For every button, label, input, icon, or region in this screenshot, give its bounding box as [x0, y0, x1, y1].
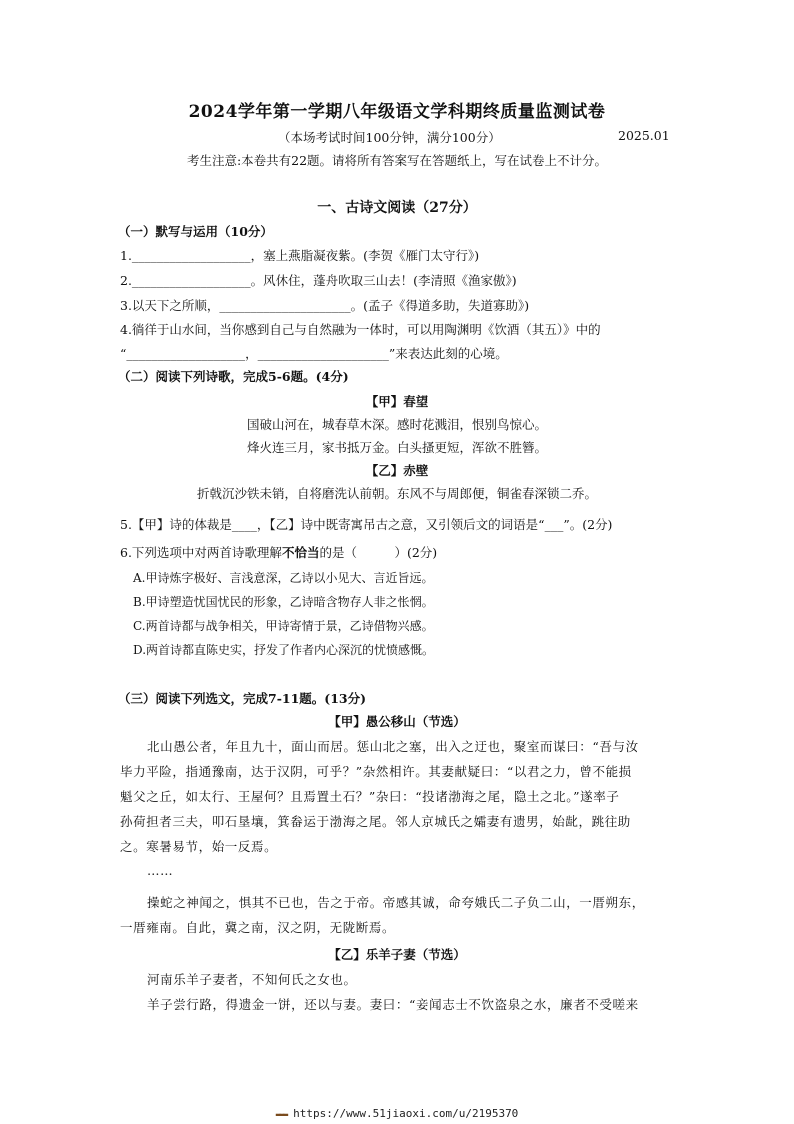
part1-header: （一）默写与运用（10分） [118, 224, 273, 239]
option-d: D.两首诗都直陈史实，抒发了作者内心深沉的忧愤感慨。 [133, 643, 435, 657]
text2-line: 羊子尝行路，得遗金一饼，还以与妻。妻曰：“妾闻志士不饮盗泉之水，廉者不受嗟来 [147, 997, 639, 1012]
text1-line: 孙荷担者三夫，叩石垦壤，箕畚运于渤海之尾。邻人京城氏之孀妻有遗男，始龀，跳往助 [120, 814, 631, 829]
text1-ellipsis: …… [147, 863, 174, 878]
question-6-pre: 6.下列选项中对两首诗歌理解 [120, 545, 282, 560]
option-c: C.两首诗都与战争相关，甲诗寄情于景，乙诗借物兴感。 [133, 619, 434, 633]
watermark-logo-icon: ▬▬▬ [275, 1110, 288, 1119]
footer-url[interactable]: https://www.51jiaoxi.com/u/2195370 [293, 1107, 519, 1120]
question-1: 1.___________________，塞上燕脂凝夜紫。(李贺《雁门太守行》) [120, 248, 480, 263]
question-6-emphasis: 不恰当 [281, 545, 320, 560]
part2-header: （二）阅读下列诗歌，完成5-6题。(4分) [118, 369, 349, 384]
footer-watermark [0, 1107, 794, 1120]
question-6-post: 的是（ ）(2分) [319, 545, 438, 560]
text1-line: 一厝雍南。自此，冀之南，汉之阴，无陇断焉。 [120, 920, 396, 935]
option-a: A.甲诗炼字极好、言浅意深，乙诗以小见大、言近旨远。 [133, 571, 434, 585]
poem1-line2: 烽火连三月，家书抵万金。白头搔更短，浑欲不胜簪。 [246, 440, 547, 455]
exam-date: 2025.01 [618, 128, 670, 143]
text2-line: 河南乐羊子妻者，不知何氏之女也。 [147, 972, 357, 987]
exam-duration-note: （本场考试时间100分钟，满分100分） [278, 130, 501, 145]
text1-line: 毕力平险，指通豫南，达于汉阴，可乎？”杂然相许。其妻献疑曰：“以君之力，曾不能损 [120, 764, 632, 779]
poem2-title: 【乙】赤壁 [365, 463, 429, 478]
question-4-line2: “___________________，_____________________”来表达此刻的心境。 [120, 346, 508, 361]
section-title: 一、古诗文阅读（27分） [317, 200, 477, 216]
exam-notice: 考生注意:本卷共有22题。请将所有答案写在答题纸上，写在试卷上不计分。 [186, 153, 608, 168]
poem1-title: 【甲】春望 [365, 394, 429, 409]
text1-title: 【甲】愚公移山（节选） [328, 714, 466, 729]
poem1-line1: 国破山河在，城春草木深。感时花溅泪，恨别鸟惊心。 [246, 417, 547, 432]
text1-line: 北山愚公者，年且九十，面山而居。惩山北之塞，出入之迂也，聚室而谋曰：“吾与汝 [147, 739, 639, 754]
question-5: 5.【甲】诗的体裁是____，【乙】诗中既寄寓吊古之意，又引领后文的词语是“___”。(2分) [120, 517, 613, 532]
text1-line: 操蛇之神闻之，惧其不已也，告之于帝。帝感其诚，命夸娥氏二子负二山，一厝朔东， [147, 895, 645, 910]
exam-title: 2024学年第一学期八年级语文学科期终质量监测试卷 [188, 102, 606, 122]
text1-line: 魁父之丘，如太行、王屋何？且焉置土石？”杂曰：“投诸渤海之尾，隐土之北。”遂率子 [120, 789, 620, 804]
part3-header: （三）阅读下列选文，完成7-11题。(13分) [118, 691, 367, 706]
text2-title: 【乙】乐羊子妻（节选） [328, 947, 466, 962]
poem2-line1: 折戟沉沙铁未销，自将磨洗认前朝。东风不与周郎便，铜雀春深锁二乔。 [196, 486, 597, 501]
question-2: 2.___________________。风休住，蓬舟吹取三山去！(李清照《渔家傲》) [120, 273, 517, 288]
text1-line: 之。寒暑易节，始一反焉。 [120, 839, 278, 854]
option-b: B.甲诗塑造忧国忧民的形象，乙诗暗含物存人非之怅惘。 [133, 595, 434, 609]
question-3: 3.以天下之所顺，_____________________。(孟子《得道多助，失道寡助》) [120, 298, 530, 313]
question-4-line1: 4.徜徉于山水间，当你感到自己与自然融为一体时，可以用陶渊明《饮酒（其五）》中的 [120, 322, 601, 337]
question-6 [120, 543, 437, 561]
